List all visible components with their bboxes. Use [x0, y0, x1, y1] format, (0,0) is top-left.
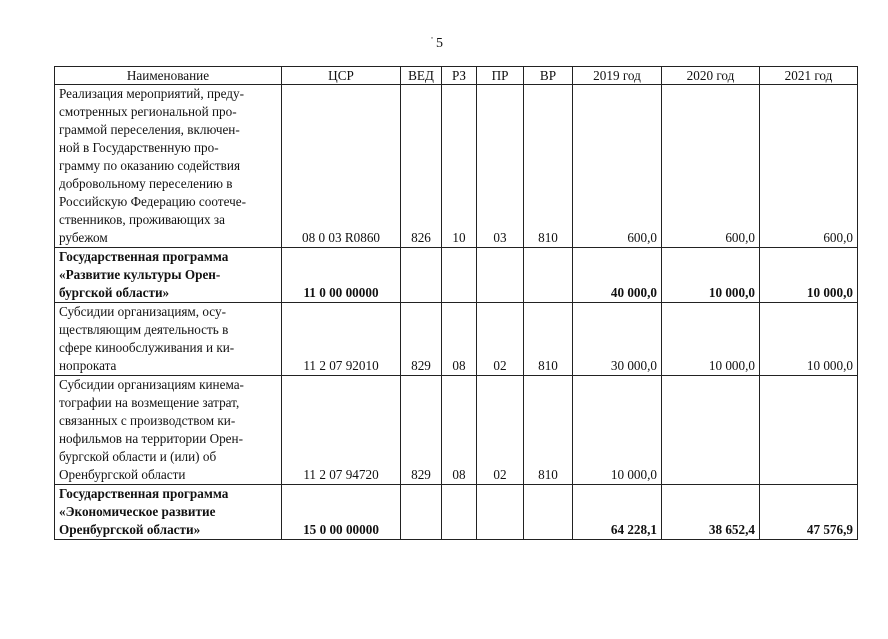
page-number — [430, 34, 443, 52]
name-line: «Развитие культуры Орен- — [59, 267, 221, 282]
cell-pr — [477, 248, 524, 303]
cell-name — [55, 85, 282, 248]
name-line: бургской области и (или) об — [59, 449, 217, 464]
cell-2021: 10 000,0 — [760, 248, 858, 303]
cell-rz: 10 — [442, 85, 477, 248]
header-2019: 2019 год — [573, 67, 662, 85]
cell-2019: 10 000,0 — [573, 376, 662, 485]
name-line: грамму по оказанию содействия — [59, 158, 241, 173]
cell-rz — [442, 248, 477, 303]
name-line: Субсидии организациям кинема- — [59, 377, 244, 392]
name-line: Оренбургской области» — [59, 522, 201, 537]
name-line: Реализация мероприятий, преду- — [59, 86, 244, 101]
name-line: Субсидии организациям, осу- — [59, 304, 226, 319]
cell-pr: 03 — [477, 85, 524, 248]
page-number-value: 5 — [436, 36, 443, 51]
cell-ved: 826 — [401, 85, 442, 248]
header-name: Наименование — [55, 67, 282, 85]
cell-vr — [524, 485, 573, 540]
cell-ved — [401, 248, 442, 303]
cell-vr: 810 — [524, 376, 573, 485]
name-line: нофильмов на территории Орен- — [59, 431, 243, 446]
name-line: Оренбургской области — [59, 467, 186, 482]
table-row — [55, 303, 858, 376]
cell-2021: 47 576,9 — [760, 485, 858, 540]
name-line: граммой переселения, включен- — [59, 122, 240, 137]
cell-name — [55, 248, 282, 303]
cell-rz — [442, 485, 477, 540]
table-row — [55, 248, 858, 303]
cell-name — [55, 485, 282, 540]
cell-ved: 829 — [401, 376, 442, 485]
name-line: добровольному переселению в — [59, 176, 233, 191]
budget-table — [54, 66, 858, 540]
table-row — [55, 485, 858, 540]
cell-2020 — [662, 376, 760, 485]
header-pr: ПР — [477, 67, 524, 85]
name-line: бургской области» — [59, 285, 170, 300]
name-line: смотренных региональной про- — [59, 104, 237, 119]
header-ved: ВЕД — [401, 67, 442, 85]
cell-ved — [401, 485, 442, 540]
cell-ved: 829 — [401, 303, 442, 376]
table-header-row — [55, 67, 858, 85]
cell-2020: 10 000,0 — [662, 303, 760, 376]
name-line: нопроката — [59, 358, 117, 373]
cell-2020: 38 652,4 — [662, 485, 760, 540]
cell-2019: 30 000,0 — [573, 303, 662, 376]
name-line: сфере кинообслуживания и ки- — [59, 340, 235, 355]
cell-2019: 64 228,1 — [573, 485, 662, 540]
cell-2021: 10 000,0 — [760, 303, 858, 376]
name-line: ществляющим деятельность в — [59, 322, 229, 337]
name-line: ственников, проживающих за — [59, 212, 225, 227]
name-line: Государственная программа — [59, 486, 229, 501]
cell-rz: 08 — [442, 303, 477, 376]
cell-vr: 810 — [524, 85, 573, 248]
header-csr: ЦСР — [282, 67, 401, 85]
header-vr: ВР — [524, 67, 573, 85]
cell-2021 — [760, 376, 858, 485]
name-line: Российскую Федерацию соотече- — [59, 194, 246, 209]
name-line: тографии на возмещение затрат, — [59, 395, 240, 410]
cell-rz: 08 — [442, 376, 477, 485]
cell-2019: 600,0 — [573, 85, 662, 248]
cell-pr: 02 — [477, 303, 524, 376]
cell-csr: 11 0 00 00000 — [282, 248, 401, 303]
page-mark: ˙ — [430, 34, 434, 48]
cell-pr: 02 — [477, 376, 524, 485]
table-body — [55, 85, 858, 540]
cell-name — [55, 376, 282, 485]
cell-csr: 08 0 03 R0860 — [282, 85, 401, 248]
cell-2020: 600,0 — [662, 85, 760, 248]
cell-2019: 40 000,0 — [573, 248, 662, 303]
cell-pr — [477, 485, 524, 540]
table-row — [55, 376, 858, 485]
header-rz: РЗ — [442, 67, 477, 85]
name-line: «Экономическое развитие — [59, 504, 216, 519]
table-row — [55, 85, 858, 248]
header-2020: 2020 год — [662, 67, 760, 85]
cell-2020: 10 000,0 — [662, 248, 760, 303]
cell-csr: 11 2 07 92010 — [282, 303, 401, 376]
name-line: ной в Государственную про- — [59, 140, 219, 155]
cell-name — [55, 303, 282, 376]
name-line: рубежом — [59, 230, 108, 245]
name-line: связанных с производством ки- — [59, 413, 236, 428]
cell-csr: 11 2 07 94720 — [282, 376, 401, 485]
cell-2021: 600,0 — [760, 85, 858, 248]
cell-csr: 15 0 00 00000 — [282, 485, 401, 540]
name-line: Государственная программа — [59, 249, 229, 264]
cell-vr: 810 — [524, 303, 573, 376]
cell-vr — [524, 248, 573, 303]
header-2021: 2021 год — [760, 67, 858, 85]
